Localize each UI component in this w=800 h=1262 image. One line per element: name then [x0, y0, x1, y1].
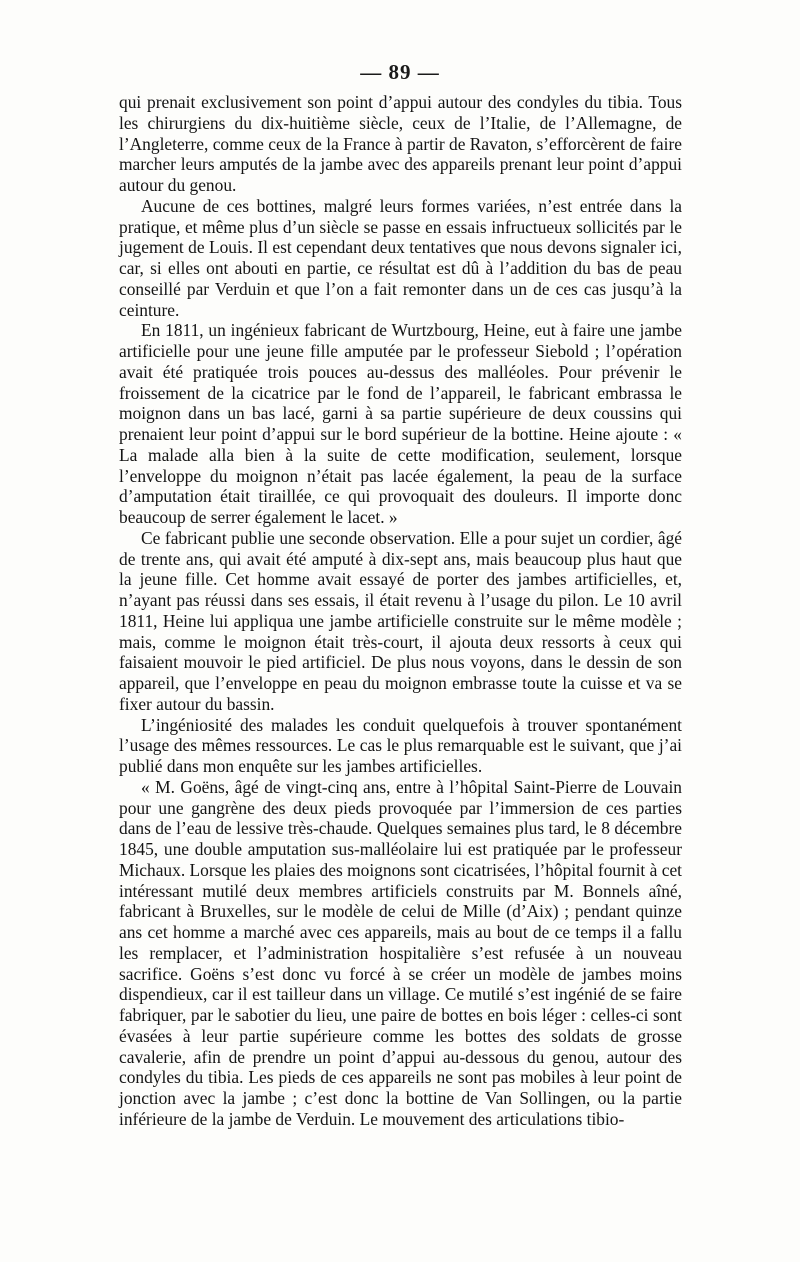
paragraph-5: L’ingéniosité des malades les conduit quelquefois à trouver spontanément l’usage des mêmes ressources. Le cas le plus remarquable est le suivant, que j’ai publié dans mon enquête sur les jambes artificielles.: [119, 714, 682, 776]
paragraph-1: qui prenait exclusivement son point d’appui autour des condyles du tibia. Tous les chirurgiens du dix-huitième siècle, ceux de l’Italie, de l’Allemagne, de l’Angleterre, comme ceux de la France à partir de Ravaton, s’efforcèrent de faire marcher leurs amputés de la jambe avec des appareils prenant leur point d’appui autour du genou.: [119, 92, 682, 195]
paragraph-6: « M. Goëns, âgé de vingt-cinq ans, entre à l’hôpital Saint-Pierre de Louvain pour une gangrène des deux pieds provoquée par l’immersion de ces parties dans de l’eau de lessive très-chaude. Quelques semaines plus tard, le 8 décembre 1845, une double amputation sus-malléolaire lui est pratiquée par le professeur Michaux. Lorsque les plaies des moignons sont cicatrisées, l’hôpital fournit à cet intéressant mutilé deux membres artificiels construits par M. Bonnels aîné, fabricant à Bruxelles, sur le modèle de celui de Mille (d’Aix) ; pendant quinze ans cet homme a marché avec ces appareils, mais au bout de ce temps il a fallu les remplacer, et l’administration hospitalière s’est refusée à un nouveau sacrifice. Goëns s’est donc vu forcé à se créer un modèle de jambes moins dispendieux, car il est tailleur dans un village. Ce mutilé s’est ingénié de se faire fabriquer, par le sabotier du lieu, une paire de bottes en bois léger : celles-ci sont évasées à leur partie supérieure comme les bottes des soldats de grosse cavalerie, afin de prendre un point d’appui au-dessous du genou, autour des condyles du tibia. Les pieds de ces appareils ne sont pas mobiles à leur point de jonction avec la jambe ; c’est donc la bottine de Van Sollingen, ou la partie inférieure de la jambe de Verduin. Le mouvement des articulations tibio-: [119, 776, 682, 1129]
body-text: [119, 92, 682, 1130]
paragraph-4: Ce fabricant publie une seconde observation. Elle a pour sujet un cordier, âgé de trente ans, qui avait été amputé à dix-sept ans, mais beaucoup plus haut que la jeune fille. Cet homme avait essayé de porter des jambes artificielles, et, n’ayant pas réussi dans ses essais, il était revenu à l’usage du pilon. Le 10 avril 1811, Heine lui appliqua une jambe artificielle construite sur le même modèle ; mais, comme le moignon était très-court, il ajouta deux ressorts à ceux qui faisaient mouvoir le pied artificiel. De plus nous voyons, dans le dessin de son appareil, que l’enveloppe en peau du moignon embrasse toute la cuisse et va se fixer autour du bassin.: [119, 527, 682, 714]
page-number: — 89 —: [360, 60, 440, 84]
paragraph-2: Aucune de ces bottines, malgré leurs formes variées, n’est entrée dans la pratique, et même plus d’un siècle se passe en essais infructueux sollicités par le jugement de Louis. Il est cependant deux tentatives que nous devons signaler ici, car, si elles ont abouti en partie, ce résultat est dû à l’addition du bas de peau conseillé par Verduin et que l’on a fait remonter dans un de ces cas jusqu’à la ceinture.: [119, 195, 682, 320]
paragraph-3: En 1811, un ingénieux fabricant de Wurtzbourg, Heine, eut à faire une jambe artificielle pour une jeune fille amputée par le professeur Siebold ; l’opération avait été pratiquée trois pouces au-dessus des malléoles. Pour prévenir le froissement de la cicatrice par le fond de l’appareil, le fabricant embrassa le moignon dans un bas lacé, garni à sa partie supérieure de deux coussins qui prenaient leur point d’appui sur le bord supérieur de la bottine. Heine ajoute : « La malade alla bien à la suite de cette modification, seulement, lorsque l’enveloppe du moignon n’était pas lacée également, la peau de la surface d’amputation était tiraillée, ce qui provoquait des douleurs. Il importe donc beaucoup de serrer également le lacet. »: [119, 320, 682, 527]
